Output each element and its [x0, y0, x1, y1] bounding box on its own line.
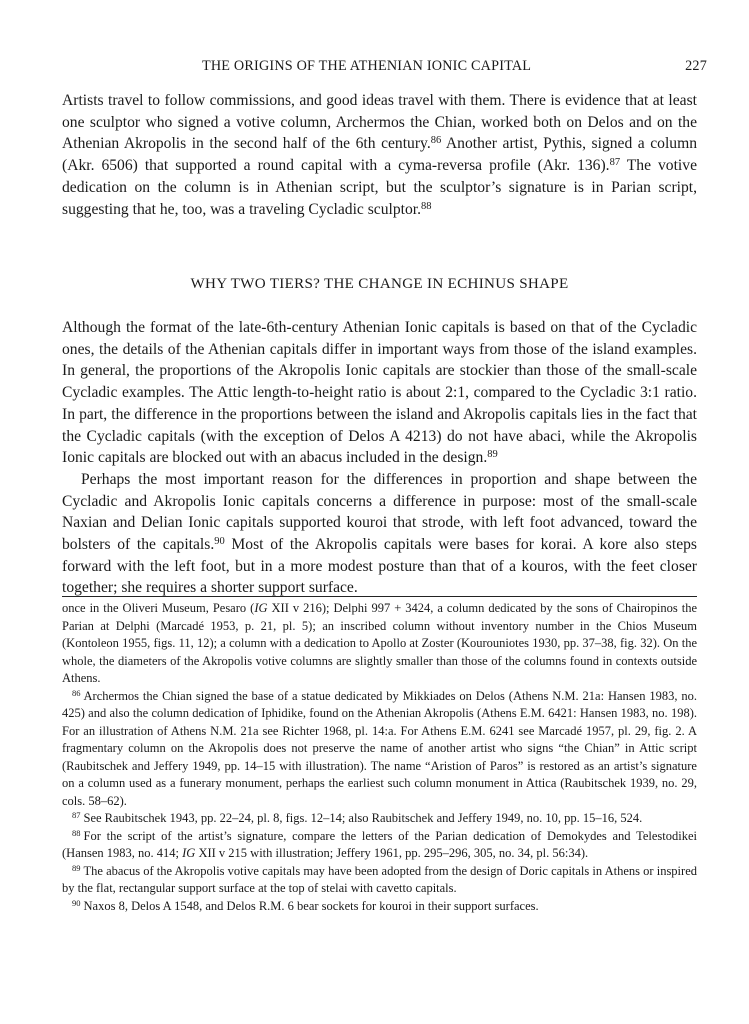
running-title: THE ORIGINS OF THE ATHENIAN IONIC CAPITAL	[202, 58, 532, 74]
footnote-ref-90[interactable]: 90	[214, 536, 225, 548]
paragraph-text: Most of the Akropolis capitals were bases for korai. A kore also steps forward with the left foot, but in a more modest posture than that of a kouros, with the feet closer together; she requires a shorter support surface.	[62, 536, 697, 597]
footnote-89: $^{89}$ The abacus of the Akropolis votive capitals may have been adopted from the design of Doric capitals in Athens or inspired by the flat, rectangular support surface at the top of stelai with cavetto capitals.	[62, 862, 697, 895]
section-heading: WHY TWO TIERS? THE CHANGE IN ECHINUS SHAPE	[190, 276, 569, 292]
footnote-continuation: once in the Oliveri Museum, Pesaro (IG XII v 216); Delphi 997 + 3424, a column dedicated by the sons of Chairopinos the Parian at Delphi (Marcadé 1953, p. 21, pl. 5); an inscribed column without inventory number in the Chios Museum (Kontoleon 1955, figs. 11, 12); a column with a dedication to Apollo at Zoster (Kourouniotes 1930, pp. 37–38, fig. 32). On the whole, the diameters of the Akropolis votive columns are slightly smaller than those of the columns found in contexts outside Athens.	[62, 601, 698, 685]
footnote-number: 86	[72, 687, 81, 698]
body-paragraph-1	[62, 90, 697, 220]
paragraph-text: The votive dedication on the column is in Athenian script, but the sculptor’s signature is in Parian script, suggesting that he, too, was a traveling Cycladic sculptor.	[62, 157, 697, 218]
paragraph-text: Artists travel to follow commissions, and good ideas travel with them. There is evidence that at least one sculptor who signed a votive column, Archermos the Chian, worked both on Delos and on the Athenian Akropolis in the second half of the 6th century.	[62, 92, 697, 153]
footnote-divider	[62, 596, 697, 597]
footnote-86: $^{86}$ Archermos the Chian signed the base of a statue dedicated by Mikkiades on Delos (Athens N.M. 21a: Hansen 1983, no. 425) and also the column dedication of Iphidike, found on the Athenian Akropolis (Athens E.M. 6421: Hansen 1983, no. 198). For an illustration of Athens N.M. 21a see Richter 1968, pl. 14:a. For Athens E.M. 6241 see Marcadé 1957, pl. 29, fig. 2. A fragmentary column on the Akropolis does not preserve the name of another artist who signs “the Chian” in Attic script (Raubitschek and Jeffery 1949, pp. 14–15 with illustration). The name “Aristion of Paros” is restored as an artist’s signature on a column used as a funerary monument, perhaps the earliest such column monument in Attica (Raubitschek 1939, no. 29, cols. 58–62).	[62, 687, 697, 808]
footnote-ref-86[interactable]: 86	[430, 135, 442, 147]
footnote-number: 88	[72, 827, 81, 838]
page-number: 227	[685, 58, 707, 74]
paragraph-text: Another artist, Pythis, signed a column (Akr. 6506) that supported a round capital with a cyma-reversa profile (Akr. 136).	[62, 135, 697, 175]
footnote-ref-89[interactable]: 89	[487, 449, 498, 461]
footnote-ref-87[interactable]: 87	[609, 157, 621, 169]
paragraph-text: Perhaps the most important reason for the differences in proportion and shape between the Cycladic and Akropolis Ionic capitals concerns a difference in purpose: most of the small-scale Naxian and Delian Ionic capitals supported kouroi that strode, with left foot advanced, toward the bolsters of the capitals.	[62, 470, 697, 554]
footnote-number: 89	[72, 862, 81, 873]
footnotes	[62, 600, 697, 915]
footnote-87: $^{87}$ See Raubitschek 1943, pp. 22–24, pl. 8, figs. 12–14; also Raubitschek and Jeffery 1949, no. 10, pp. 15–16, 524.	[72, 810, 643, 825]
footnote-number: 87	[72, 810, 81, 820]
footnote-90: $^{90}$ Naxos 8, Delos A 1548, and Delos R.M. 6 bear sockets for kouroi in their support surfaces.	[72, 897, 539, 913]
footnote-88: $^{88}$ For the script of the artist’s signature, compare the letters of the Parian dedication of Demokydes and Telestodikei (Hansen 1983, no. 414; IG XII v 215 with illustration; Jeffery 1961, pp. 295–296, 305, no. 34, pl. 56:34).	[62, 827, 697, 860]
section-body	[62, 317, 697, 599]
footnote-ref-88[interactable]: 88	[421, 200, 432, 212]
paragraph-text: Although the format of the late-6th-century Athenian Ionic capitals is based on that of the Cycladic ones, the details of the Athenian capitals differ in important ways from those of the island examples. In general, the proportions of the Akropolis Ionic capitals are stockier than those of the small-scale Cycladic examples. The Attic length-to-height ratio is about 2:1, compared to the Cycladic 3:1 ratio. In part, the difference in the proportions between the island and Akropolis capitals lies in the fact that the Cycladic capitals (with the exception of Delos A 4213) do not have abaci, while the Akropolis Ionic capitals are blocked out with an abacus included in the design.	[62, 319, 697, 467]
running-head	[62, 58, 707, 78]
footnote-number: 90	[72, 897, 81, 908]
